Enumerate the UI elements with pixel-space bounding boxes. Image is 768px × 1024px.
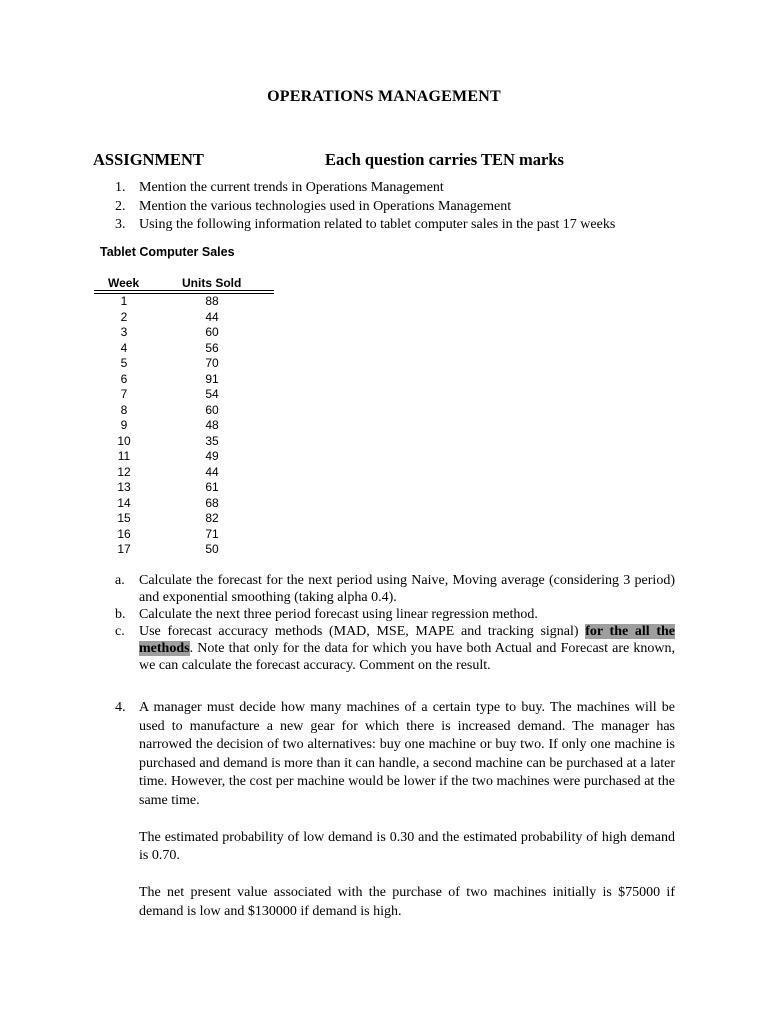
assignment-label: ASSIGNMENT	[93, 150, 204, 169]
units-cell: 54	[205, 387, 219, 401]
question-list	[115, 179, 615, 235]
table-row	[94, 527, 274, 543]
table-row	[94, 511, 274, 527]
units-cell: 48	[205, 418, 219, 432]
subpart-text: Use forecast accuracy methods (MAD, MSE, MAPE and tracking signal)	[139, 624, 586, 639]
week-cell: 4	[120, 340, 128, 355]
question-item	[115, 198, 615, 217]
units-cell: 35	[205, 433, 219, 448]
highlighted-text: for the all the methods	[139, 624, 675, 656]
table-title: Tablet Computer Sales	[100, 245, 235, 259]
table-row	[94, 387, 274, 403]
column-header-units-sold: Units Sold	[182, 276, 242, 290]
table-row	[94, 403, 274, 419]
units-cell: 60	[205, 325, 219, 339]
question-text: Mention the current trends in Operations Management	[139, 180, 444, 195]
units-cell: 70	[205, 356, 219, 370]
table-row	[94, 480, 274, 496]
question-number: 2.	[115, 198, 126, 214]
question-number: 4.	[115, 700, 126, 715]
table-row	[94, 418, 274, 434]
table-row	[94, 341, 274, 357]
question-text: Mention the various technologies used in Operations Management	[139, 198, 512, 214]
column-header-week: Week	[108, 276, 140, 290]
subpart-label: a.	[115, 573, 125, 588]
week-cell: 2	[120, 309, 128, 324]
subpart-label: b.	[115, 607, 126, 622]
week-cell: 5	[120, 356, 128, 370]
table-row	[94, 434, 274, 450]
week-cell: 6	[120, 371, 128, 386]
week-cell: 8	[120, 402, 128, 417]
question-item	[115, 179, 615, 198]
units-cell: 56	[205, 340, 219, 355]
subpart-text: Calculate the forecast for the next period using Naive, Moving average (considering 3 period) and exponential smoothing (taking alpha 0.4).	[139, 573, 675, 605]
units-cell: 68	[205, 495, 219, 510]
header-rule	[94, 290, 274, 291]
week-cell: 7	[120, 387, 128, 401]
subpart-c	[115, 623, 675, 674]
week-cell: 9	[120, 418, 128, 432]
units-cell: 82	[205, 511, 219, 525]
subpart-label: c.	[115, 624, 125, 639]
subpart-b	[115, 606, 675, 623]
units-cell: 91	[205, 371, 219, 386]
units-cell: 49	[205, 449, 219, 463]
sales-table-body	[94, 294, 274, 558]
question-paragraph: The estimated probability of low demand is 0.30 and the estimated probability of high demand is 0.70.	[139, 829, 675, 863]
week-cell: 15	[117, 511, 131, 525]
units-cell: 50	[205, 542, 219, 556]
table-row	[94, 294, 274, 310]
document-title: OPERATIONS MANAGEMENT	[267, 88, 501, 105]
week-cell: 12	[117, 464, 131, 479]
subpart-text: Calculate the next three period forecast using linear regression method.	[139, 607, 538, 622]
week-cell: 13	[117, 480, 131, 494]
question-text: Using the following information related to tablet computer sales in the past 17 weeks	[139, 217, 616, 232]
week-cell: 16	[117, 526, 131, 541]
table-row	[94, 465, 274, 481]
question-4	[115, 699, 675, 940]
table-row	[94, 542, 274, 558]
question-item	[115, 216, 615, 235]
units-cell: 60	[205, 402, 219, 417]
question-number: 1.	[115, 180, 126, 195]
units-cell: 88	[205, 294, 219, 308]
week-cell: 17	[117, 542, 131, 556]
week-cell: 3	[120, 325, 128, 339]
week-cell: 1	[120, 294, 128, 308]
marks-note: Each question carries TEN marks	[325, 150, 564, 169]
table-row	[94, 310, 274, 326]
table-row	[94, 372, 274, 388]
units-cell: 71	[205, 526, 219, 541]
subpart-text: . Note that only for the data for which you have both Actual and Forecast are known, we can calculate the forecast accuracy. Comment on the result.	[139, 641, 675, 673]
table-row	[94, 449, 274, 465]
subpart-a	[115, 572, 675, 606]
week-cell: 14	[117, 495, 131, 510]
question-paragraph: A manager must decide how many machines of a certain type to buy. The machines will be used to manufacture a new gear for which there is increased demand. The manager has narrowed the decision of two alternatives: buy one machine or buy two. If only one machine is purchased and demand is more than it can handle, a second machine can be purchased at a later time. However, the cost per machine would be lower if the two machines were purchased at the same time.	[139, 700, 675, 808]
table-row	[94, 356, 274, 372]
week-cell: 10	[117, 433, 131, 448]
question-number: 3.	[115, 217, 126, 232]
week-cell: 11	[117, 449, 131, 463]
table-row	[94, 496, 274, 512]
units-cell: 61	[205, 480, 219, 494]
units-cell: 44	[205, 464, 219, 479]
units-cell: 44	[205, 309, 219, 324]
question-paragraph: The net present value associated with the purchase of two machines initially is $75000 if demand is low and $130000 if demand is high.	[139, 885, 675, 919]
subpart-list	[115, 572, 675, 674]
table-row	[94, 325, 274, 341]
